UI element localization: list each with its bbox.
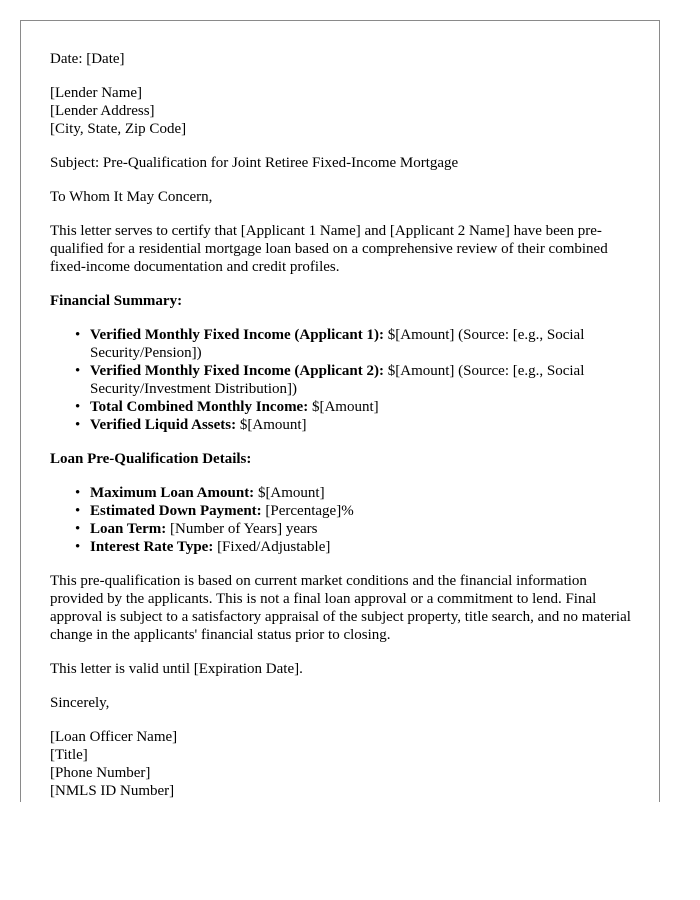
item-value: $[Amount] [254,485,325,501]
lender-address: [Lender Address] [50,103,155,119]
list-item [75,362,640,398]
list-item [75,326,640,362]
bullet-icon: • [75,503,81,519]
loan-officer-title: [Title] [50,747,88,763]
intro-paragraph: This letter serves to certify that [Applicant 1 Name] and [Applicant 2 Name] have been pre-qualified for a residential mortgage loan based on a comprehensive review of their combined fixed-income documentation and credit profiles. [50,223,608,275]
conditions-paragraph: This pre-qualification is based on current market conditions and the financial information provided by the applicants. This is not a final loan approval or a commitment to lend. Final approval is subject to a satisfactory appraisal of the subject property, title search, and no material change in the applicants' financial status prior to closing. [50,573,631,643]
item-value: [Percentage]% [261,503,354,519]
loan-officer-name: [Loan Officer Name] [50,729,178,745]
date-line: Date: [Date] [50,51,125,67]
loan-officer-phone: [Phone Number] [50,765,151,781]
letter-body [50,50,640,816]
bullet-icon: • [75,417,81,433]
lender-name: [Lender Name] [50,85,143,101]
financial-summary-list [50,326,640,434]
bullet-icon: • [75,539,81,555]
bullet-icon: • [75,363,81,379]
item-label: Verified Monthly Fixed Income (Applicant 2): [90,363,385,379]
item-value: [Number of Years] years [166,521,318,537]
item-value: $[Amount] [236,417,307,433]
lender-address-block [50,84,640,138]
letter-page [20,20,660,802]
loan-officer-nmls-id: [NMLS ID Number] [50,783,175,799]
list-item [75,484,640,502]
bullet-icon: • [75,521,81,537]
subject-line: Subject: Pre-Qualification for Joint Retiree Fixed-Income Mortgage [50,155,459,171]
item-label: Total Combined Monthly Income: [90,399,309,415]
list-item [75,520,640,538]
financial-summary-heading: Financial Summary: [50,293,183,309]
validity-paragraph: This letter is valid until [Expiration Date]. [50,661,303,677]
item-label: Verified Liquid Assets: [90,417,237,433]
item-label: Estimated Down Payment: [90,503,262,519]
signature-block [50,728,640,800]
bullet-icon: • [75,485,81,501]
list-item [75,502,640,520]
item-value: $[Amount] (Source: [e.g., Social Security/Investment Distribution]) [90,363,585,397]
list-item [75,416,640,434]
lender-city-state-zip: [City, State, Zip Code] [50,121,187,137]
list-item [75,538,640,556]
item-label: Verified Monthly Fixed Income (Applicant 1): [90,327,385,343]
list-item [75,398,640,416]
item-value: $[Amount] (Source: [e.g., Social Security/Pension]) [90,327,585,361]
loan-details-list [50,484,640,556]
bullet-icon: • [75,399,81,415]
bullet-icon: • [75,327,81,343]
item-label: Interest Rate Type: [90,539,214,555]
salutation: To Whom It May Concern, [50,189,213,205]
item-label: Maximum Loan Amount: [90,485,255,501]
loan-details-heading: Loan Pre-Qualification Details: [50,451,252,467]
item-value: [Fixed/Adjustable] [213,539,331,555]
closing-line: Sincerely, [50,695,110,711]
item-value: $[Amount] [308,399,379,415]
item-label: Loan Term: [90,521,167,537]
